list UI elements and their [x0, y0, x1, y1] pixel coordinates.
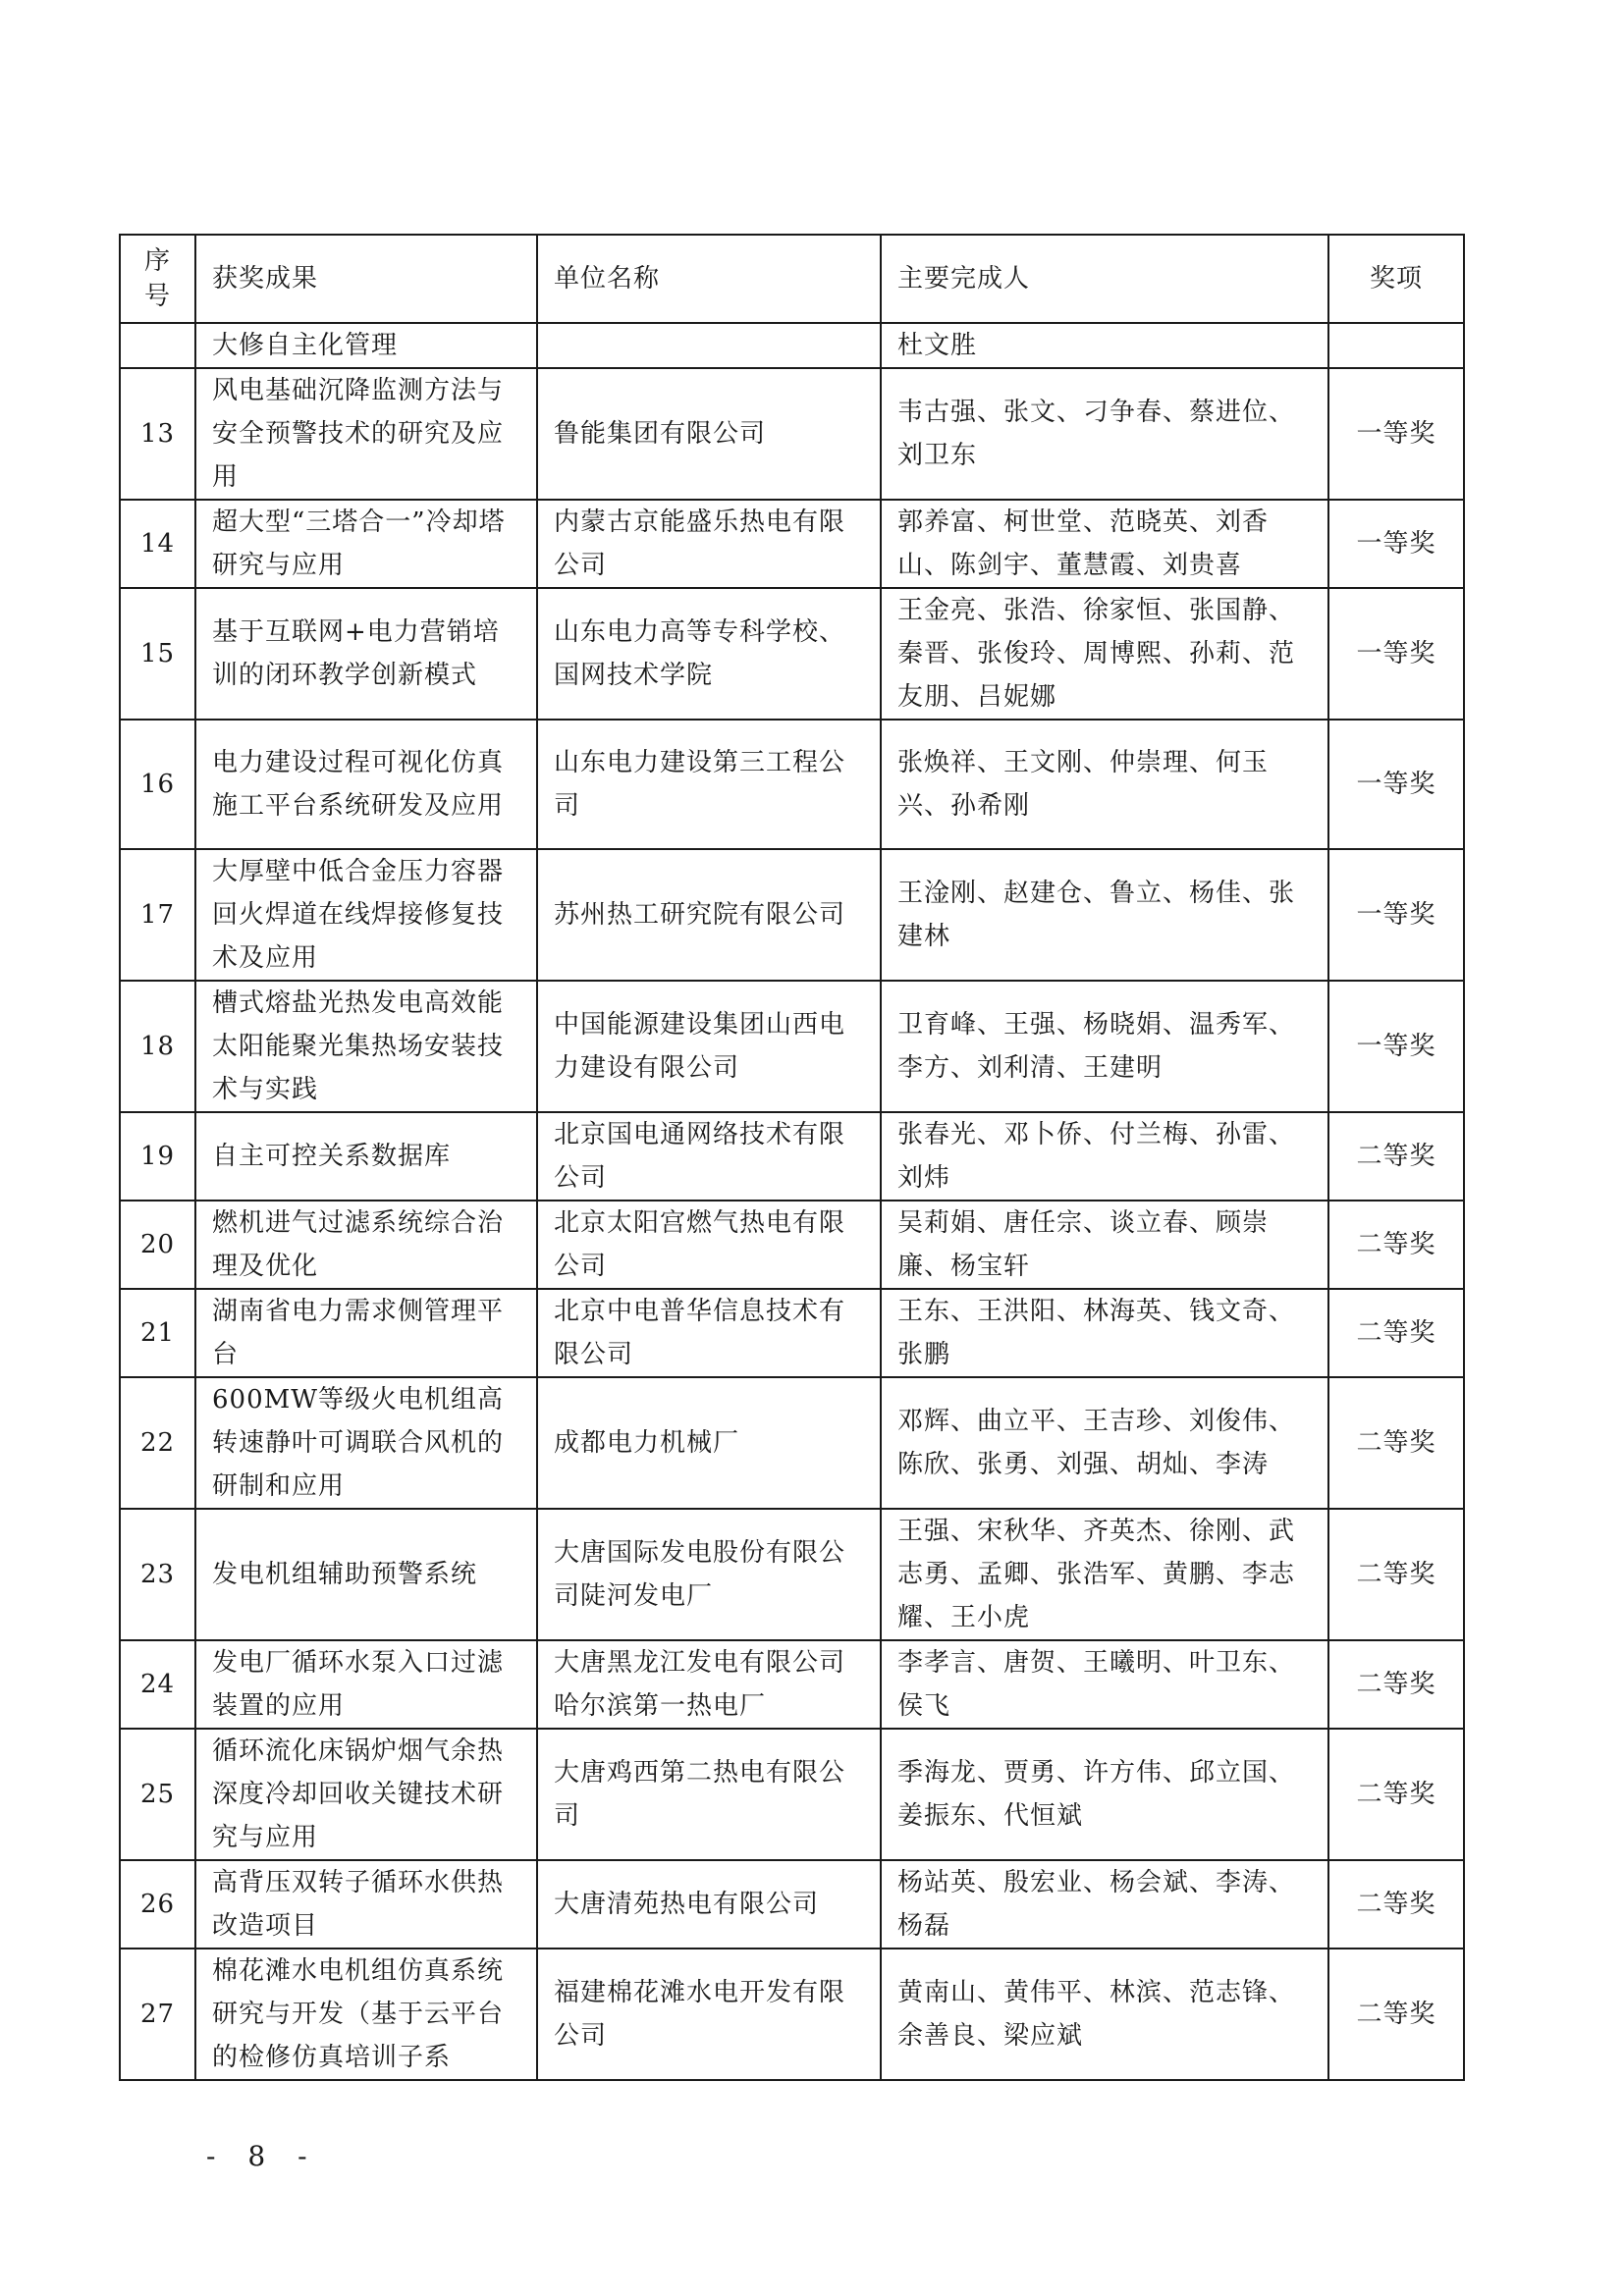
- row-unit: 福建棉花滩水电开发有限公司: [537, 1949, 881, 2080]
- row-unit: 北京太阳宫燃气热电有限公司: [537, 1201, 881, 1289]
- table-row: [120, 1112, 1464, 1201]
- row-num: 21: [120, 1289, 195, 1377]
- row-award: 二等奖: [1328, 1377, 1464, 1509]
- table-row: [120, 1289, 1464, 1377]
- row-award: 二等奖: [1328, 1289, 1464, 1377]
- row-unit: 中国能源建设集团山西电力建设有限公司: [537, 981, 881, 1112]
- row-people: 王金亮、张浩、徐家恒、张国静、秦晋、张俊玲、周博熙、孙莉、范友朋、吕妮娜: [881, 588, 1328, 720]
- row-achievement: 基于互联网+电力营销培训的闭环教学创新模式: [195, 588, 537, 720]
- header-unit: 单位名称: [537, 235, 881, 323]
- table-row: [120, 981, 1464, 1112]
- row-award: 一等奖: [1328, 500, 1464, 588]
- row-achievement: 电力建设过程可视化仿真施工平台系统研发及应用: [195, 720, 537, 849]
- row-num: 13: [120, 368, 195, 500]
- row-award: 二等奖: [1328, 1640, 1464, 1729]
- row-num: 20: [120, 1201, 195, 1289]
- row-award: 一等奖: [1328, 981, 1464, 1112]
- row-award: 二等奖: [1328, 1112, 1464, 1201]
- row-award: 二等奖: [1328, 1860, 1464, 1949]
- header-num-line2: 号: [143, 282, 171, 311]
- row-people: 杜文胜: [881, 323, 1328, 368]
- table-row: [120, 500, 1464, 588]
- row-people: 黄南山、黄伟平、林滨、范志锋、余善良、梁应斌: [881, 1949, 1328, 2080]
- row-unit: 北京中电普华信息技术有限公司: [537, 1289, 881, 1377]
- row-award: 一等奖: [1328, 849, 1464, 981]
- row-people: 吴莉娟、唐任宗、谈立春、顾崇廉、杨宝轩: [881, 1201, 1328, 1289]
- row-num: 26: [120, 1860, 195, 1949]
- row-unit: 大唐国际发电股份有限公司陡河发电厂: [537, 1509, 881, 1640]
- row-award: 二等奖: [1328, 1509, 1464, 1640]
- table-row: [120, 1640, 1464, 1729]
- row-people: 邓辉、曲立平、王吉珍、刘俊伟、陈欣、张勇、刘强、胡灿、李涛: [881, 1377, 1328, 1509]
- page-number: - 8 -: [206, 2140, 319, 2172]
- row-award: 二等奖: [1328, 1201, 1464, 1289]
- row-num: 14: [120, 500, 195, 588]
- row-people: 李孝言、唐贺、王曦明、叶卫东、侯飞: [881, 1640, 1328, 1729]
- header-num: [120, 235, 195, 323]
- row-achievement: 大修自主化管理: [195, 323, 537, 368]
- row-achievement: 棉花滩水电机组仿真系统研究与开发（基于云平台的检修仿真培训子系: [195, 1949, 537, 2080]
- row-award: 一等奖: [1328, 720, 1464, 849]
- table-row: [120, 1509, 1464, 1640]
- row-unit: 鲁能集团有限公司: [537, 368, 881, 500]
- row-achievement: 槽式熔盐光热发电高效能太阳能聚光集热场安装技术与实践: [195, 981, 537, 1112]
- row-unit: 成都电力机械厂: [537, 1377, 881, 1509]
- row-num: 16: [120, 720, 195, 849]
- row-people: 卫育峰、王强、杨晓娟、温秀军、李方、刘利清、王建明: [881, 981, 1328, 1112]
- row-achievement: 600MW等级火电机组高转速静叶可调联合风机的研制和应用: [195, 1377, 537, 1509]
- table-row: [120, 368, 1464, 500]
- row-achievement: 高背压双转子循环水供热改造项目: [195, 1860, 537, 1949]
- row-num: 18: [120, 981, 195, 1112]
- row-people: 季海龙、贾勇、许方伟、邱立国、姜振东、代恒斌: [881, 1729, 1328, 1860]
- row-achievement: 风电基础沉降监测方法与安全预警技术的研究及应用: [195, 368, 537, 500]
- award-table: [119, 234, 1465, 2081]
- row-num: 22: [120, 1377, 195, 1509]
- row-unit: 苏州热工研究院有限公司: [537, 849, 881, 981]
- table-row: [120, 720, 1464, 849]
- table-row: [120, 1377, 1464, 1509]
- row-people: 杨站英、殷宏业、杨会斌、李涛、杨磊: [881, 1860, 1328, 1949]
- row-num: 19: [120, 1112, 195, 1201]
- row-achievement: 湖南省电力需求侧管理平台: [195, 1289, 537, 1377]
- row-num: 15: [120, 588, 195, 720]
- table-row: [120, 1201, 1464, 1289]
- table-row: [120, 323, 1464, 368]
- row-unit: [537, 323, 881, 368]
- row-achievement: 循环流化床锅炉烟气余热深度冷却回收关键技术研究与应用: [195, 1729, 537, 1860]
- row-achievement: 超大型“三塔合一”冷却塔研究与应用: [195, 500, 537, 588]
- row-num: 17: [120, 849, 195, 981]
- row-num: 25: [120, 1729, 195, 1860]
- row-num: 27: [120, 1949, 195, 2080]
- row-people: 王东、王洪阳、林海英、钱文奇、张鹏: [881, 1289, 1328, 1377]
- row-achievement: 发电厂循环水泵入口过滤装置的应用: [195, 1640, 537, 1729]
- row-num: 24: [120, 1640, 195, 1729]
- row-achievement: 大厚壁中低合金压力容器回火焊道在线焊接修复技术及应用: [195, 849, 537, 981]
- row-unit: 大唐黑龙江发电有限公司哈尔滨第一热电厂: [537, 1640, 881, 1729]
- row-achievement: 燃机进气过滤系统综合治理及优化: [195, 1201, 537, 1289]
- header-achievement: 获奖成果: [195, 235, 537, 323]
- header-award: 奖项: [1328, 235, 1464, 323]
- row-unit: 山东电力建设第三工程公司: [537, 720, 881, 849]
- row-unit: 大唐鸡西第二热电有限公司: [537, 1729, 881, 1860]
- row-people: 王淦刚、赵建仓、鲁立、杨佳、张建林: [881, 849, 1328, 981]
- row-award: 一等奖: [1328, 368, 1464, 500]
- row-people: 韦古强、张文、刁争春、蔡进位、刘卫东: [881, 368, 1328, 500]
- row-num: 23: [120, 1509, 195, 1640]
- row-people: 张焕祥、王文刚、仲崇理、何玉兴、孙希刚: [881, 720, 1328, 849]
- row-num: [120, 323, 195, 368]
- table-row: [120, 1729, 1464, 1860]
- table-row: [120, 1860, 1464, 1949]
- row-people: 郭养富、柯世堂、范晓英、刘香山、陈剑宇、董慧霞、刘贵喜: [881, 500, 1328, 588]
- table-row: [120, 849, 1464, 981]
- row-people: 张春光、邓卜侨、付兰梅、孙雷、刘炜: [881, 1112, 1328, 1201]
- row-unit: 北京国电通网络技术有限公司: [537, 1112, 881, 1201]
- row-award: [1328, 323, 1464, 368]
- row-achievement: 自主可控关系数据库: [195, 1112, 537, 1201]
- table-row: [120, 1949, 1464, 2080]
- row-people: 王强、宋秋华、齐英杰、徐刚、武志勇、孟卿、张浩军、黄鹏、李志耀、王小虎: [881, 1509, 1328, 1640]
- row-award: 一等奖: [1328, 588, 1464, 720]
- row-award: 二等奖: [1328, 1949, 1464, 2080]
- header-num-line1: 序: [143, 246, 171, 276]
- table-header-row: [120, 235, 1464, 323]
- row-unit: 内蒙古京能盛乐热电有限公司: [537, 500, 881, 588]
- row-unit: 山东电力高等专科学校、国网技术学院: [537, 588, 881, 720]
- table-row: [120, 588, 1464, 720]
- row-achievement: 发电机组辅助预警系统: [195, 1509, 537, 1640]
- row-award: 二等奖: [1328, 1729, 1464, 1860]
- header-people: 主要完成人: [881, 235, 1328, 323]
- row-unit: 大唐清苑热电有限公司: [537, 1860, 881, 1949]
